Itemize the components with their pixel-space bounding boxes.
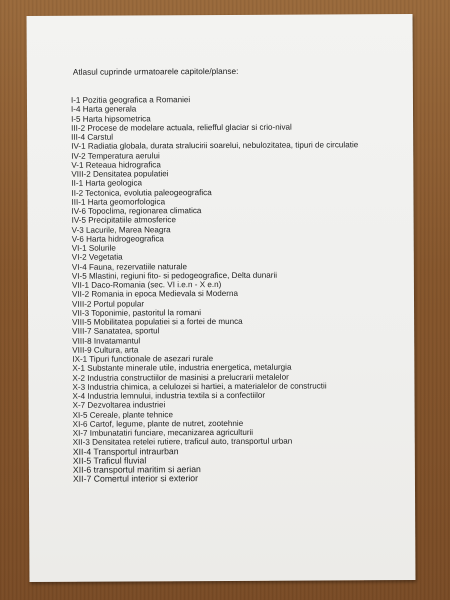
- chapter-item: XII-5 Traficul fluvial: [72, 455, 147, 466]
- chapter-item: VIII-2 Densitatea populatiei: [71, 169, 169, 179]
- chapter-item: VII-2 Romania in epoca Medievala si Moderna: [71, 289, 239, 300]
- chapter-item: I-5 Harta hipsometrica: [71, 113, 151, 124]
- chapter-item: VIII-9 Cultura, arta: [72, 345, 139, 355]
- chapter-item: III-1 Harta geomorfologica: [71, 197, 166, 207]
- chapter-item: II-1 Harta geologica: [71, 178, 143, 189]
- chapter-item: II-2 Tectonica, evolutia paleogeografica: [71, 187, 212, 198]
- chapter-item: I-1 Pozitia geografica a Romaniei: [70, 95, 191, 105]
- chapter-item: I-4 Harta generala: [70, 104, 137, 115]
- chapter-item: IV-1 Radiatia globala, durata stralucirii soarelui, nebulozitatea, tipuri de circulatie: [71, 140, 359, 152]
- chapter-item: V-1 Reteaua hidrografica: [71, 160, 161, 170]
- chapter-item: VIII-7 Sanatatea, sportul: [72, 326, 160, 337]
- chapter-item: VI-1 Solurile: [71, 243, 116, 253]
- chapter-item: XI-7 Imbunatatiri funciare, mecanizarea agriculturii: [72, 427, 254, 438]
- chapter-item: V-3 Lacurile, Marea Neagra: [71, 224, 171, 235]
- chapter-item: VI-2 Vegetatia: [71, 252, 123, 263]
- chapter-item: IV-2 Temperatura aerului: [71, 150, 160, 161]
- chapter-item: IV-6 Topoclima, regionarea climatica: [71, 206, 202, 216]
- chapter-item: X-4 Industria lemnului, industria textila si a confectiilor: [72, 390, 266, 401]
- chapter-item: VI-4 Fauna, rezervatiile naturale: [71, 261, 188, 272]
- chapter-list: [71, 94, 360, 484]
- chapter-item: X-3 Industria chimica, a celulozei si hartiei, a materialelor de constructii: [72, 381, 327, 392]
- chapter-item: X-7 Dezvoltarea industriei: [72, 400, 166, 411]
- chapter-item: VII-3 Toponimie, pastoritul la romani: [72, 307, 202, 318]
- chapter-item: V-6 Harta hidrogeografica: [71, 234, 164, 244]
- chapter-item: VIII-8 Invatamantul: [72, 335, 141, 346]
- chapter-item: III-4 Carstul: [71, 132, 114, 142]
- chapter-item: IV-5 Precipitatiile atmosferice: [71, 215, 176, 226]
- chapter-item: III-2 Procese de modelare actuala, reliefful glaciar si crio-nival: [71, 122, 292, 133]
- chapter-item: IX-1 Tipuri functionale de asezari rurale: [72, 354, 214, 364]
- chapter-item: XI-6 Cartof, legume, plante de nutret, zootehnie: [72, 418, 244, 429]
- paper-sheet: [27, 14, 416, 582]
- chapter-item: XII-4 Transportul intraurban: [72, 445, 179, 457]
- chapter-item: XII-7 Comertul interior si exterior: [72, 473, 199, 485]
- chapter-item: VI-5 Mlastini, regiuni fito- si pedogeografice, Delta dunarii: [71, 270, 278, 281]
- chapter-item: XII-6 transportul maritim si aerian: [72, 464, 201, 475]
- chapter-item: XI-5 Cereale, plante tehnice: [72, 409, 173, 420]
- chapter-item: X-1 Substante minerale utile, industria energetica, metalurgia: [72, 362, 292, 374]
- chapter-item: VIII-5 Mobilitatea populatiei si a fortei de munca: [72, 316, 243, 327]
- chapter-item: X-2 Industria constructiilor de masinisi a prelucrarii metalelor: [72, 372, 289, 383]
- chapter-item: VII-1 Daco-Romania (sec. VI i.e.n - X e.n): [71, 279, 222, 290]
- chapter-item: VIII-2 Portul popular: [72, 298, 145, 309]
- document-heading: Atlasul cuprinde urmatoarele capitole/planse:: [72, 65, 239, 77]
- chapter-item: XII-3 Densitatea retelei rutiere, traficul auto, transportul urban: [72, 436, 293, 448]
